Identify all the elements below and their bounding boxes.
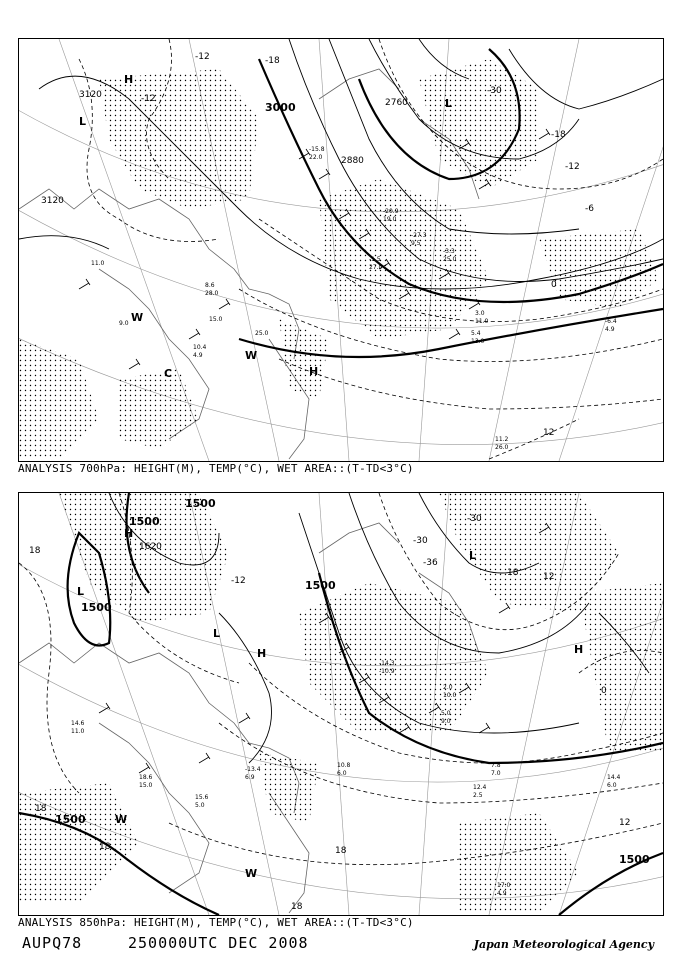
temperature-label: 18	[29, 546, 41, 556]
station-value: 10.4	[193, 344, 207, 351]
temperature-label: 18	[35, 804, 47, 814]
station-value: 6.0	[607, 782, 617, 789]
station-value: -1.5	[369, 256, 381, 263]
station-value: 3.0	[475, 310, 485, 317]
station-value: 15.0	[139, 782, 153, 789]
station-value: 27.0	[369, 264, 383, 271]
station-value: 22.0	[309, 154, 323, 161]
high-pressure-label: H	[574, 643, 584, 656]
station-value: 2.5	[473, 792, 483, 799]
station-value: -6.4	[605, 318, 617, 325]
station-value: 9.5	[411, 240, 421, 247]
station-value: 11.0	[91, 260, 105, 267]
station-value: 5.0	[195, 802, 205, 809]
station-value: 9.0	[441, 718, 451, 725]
station-value: -27.3	[411, 232, 427, 239]
temperature-label: -36	[423, 558, 438, 568]
warm-label: W	[131, 311, 144, 324]
low-pressure-label: L	[469, 549, 477, 562]
station-value: 18.6	[139, 774, 153, 781]
map-700hpa-canvas	[19, 39, 663, 461]
temperature-label: -6	[585, 204, 594, 214]
temperature-label: -30	[467, 514, 482, 524]
station-value: 11.0	[71, 728, 85, 735]
station-value: 15.0	[209, 316, 223, 323]
warm-label: W	[115, 813, 128, 826]
temperature-label: 18	[291, 902, 303, 912]
temperature-label: -12	[565, 162, 580, 172]
height-label: 3000	[265, 101, 296, 114]
station-value: 8.6	[205, 282, 215, 289]
high-pressure-label: H	[309, 365, 319, 378]
warm-label: W	[245, 349, 258, 362]
station-value: 4.9	[497, 890, 507, 897]
station-value: 7.0	[491, 770, 501, 777]
station-value: 14.6	[71, 720, 85, 727]
high-pressure-label: H	[124, 73, 134, 86]
height-label: 1500	[305, 579, 336, 592]
height-label: 1500	[81, 601, 112, 614]
temperature-label: -18	[265, 56, 280, 66]
temperature-label: -12	[195, 52, 210, 62]
height-label: 2760	[385, 98, 408, 108]
height-label: 3120	[79, 90, 102, 100]
station-value: 15.6	[195, 794, 209, 801]
low-pressure-label: L	[445, 97, 453, 110]
station-value: -14.3	[379, 660, 395, 667]
station-value: 19.0	[383, 216, 397, 223]
station-value: 28.0	[205, 290, 219, 297]
station-value: 6.0	[337, 770, 347, 777]
temperature-label: -18	[551, 130, 566, 140]
map-850hpa-canvas	[19, 493, 663, 915]
station-value: 26.0	[495, 444, 509, 451]
station-value: -10.9	[379, 668, 395, 675]
temperature-label: -12	[231, 576, 246, 586]
station-value: 10.8	[337, 762, 351, 769]
cold-label: C	[164, 367, 173, 380]
station-value: 12.4	[473, 784, 487, 791]
temperature-label: -30	[487, 86, 502, 96]
station-value: 13.0	[471, 338, 485, 345]
temperature-label: 12	[543, 572, 555, 582]
height-label: 2880	[341, 156, 364, 166]
station-value: 11.2	[495, 436, 509, 443]
map-700hpa	[18, 38, 664, 462]
caption-850hpa: ANALYSIS 850hPa: HEIGHT(M), TEMP(°C), WET AREA::(T-TD<3°C)	[18, 916, 414, 929]
station-value: -3.3	[443, 248, 455, 255]
station-value: 2.0	[443, 684, 453, 691]
high-pressure-label: H	[257, 647, 267, 660]
station-value: 17.0	[497, 882, 511, 889]
station-value: 10.0	[443, 692, 457, 699]
station-value: 7.8	[491, 762, 501, 769]
warm-label: W	[245, 867, 258, 880]
low-pressure-label: L	[77, 585, 85, 598]
low-pressure-label: L	[79, 115, 87, 128]
high-pressure-label: H	[124, 527, 134, 540]
map-850hpa	[18, 492, 664, 916]
station-value: -15.8	[309, 146, 325, 153]
station-value: -13.4	[245, 766, 261, 773]
station-value: 11.0	[475, 318, 489, 325]
station-value: 9.0	[119, 320, 129, 327]
valid-time: 250000UTC DEC 2008	[128, 934, 309, 952]
station-value: 5.0	[441, 710, 451, 717]
temperature-label: 18	[507, 568, 519, 578]
station-value: 25.0	[255, 330, 269, 337]
station-value: -20.9	[383, 208, 399, 215]
height-label: 1500	[185, 497, 216, 510]
temperature-label: -30	[413, 536, 428, 546]
station-value: 6.9	[245, 774, 255, 781]
station-value: 4.9	[605, 326, 615, 333]
height-label: 1500	[55, 813, 86, 826]
height-label: 1620	[139, 542, 162, 552]
low-pressure-label: L	[213, 627, 221, 640]
wet-area	[19, 59, 659, 459]
temperature-label: 0	[601, 686, 607, 696]
station-value: 4.9	[193, 352, 203, 359]
temperature-label: 12	[619, 818, 631, 828]
station-value: 14.4	[607, 774, 621, 781]
temperature-label: 18	[335, 846, 347, 856]
height-label: 1500	[129, 515, 160, 528]
station-value: 25.0	[443, 256, 457, 263]
caption-700hpa: ANALYSIS 700hPa: HEIGHT(M), TEMP(°C), WET AREA::(T-TD<3°C)	[18, 462, 414, 475]
station-value: 5.4	[471, 330, 481, 337]
agency-name: Japan Meteorological Agency	[473, 938, 654, 951]
temperature-label: 0	[551, 280, 557, 290]
temperature-label: -12	[141, 94, 156, 104]
temperature-label: 18	[99, 842, 111, 852]
temperature-label: 12	[543, 428, 555, 438]
chart-id: AUPQ78	[22, 934, 83, 952]
height-label: 3120	[41, 196, 64, 206]
height-label: 1500	[619, 853, 650, 866]
